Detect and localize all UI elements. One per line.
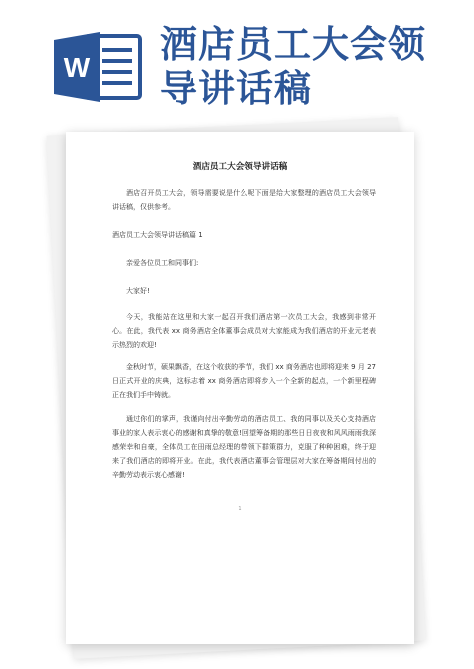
body-paragraph: 金秋时节，硕果飘香，在这个收获的季节，我们 xx 商务酒店也即将迎来 9 月 27 日正式开业的庆典，这标志着 xx 商务酒店即将步入一个全新的起点，一个新里程碑正在我们手中铸就。: [112, 363, 376, 399]
cover-header: [0, 0, 474, 120]
page-number: 1: [238, 506, 242, 512]
salutation: 亲爱各位员工和同事们:: [126, 259, 199, 267]
intro-paragraph: 酒店召开员工大会，领导需要说是什么呢下面是给大家整理的酒店员工大会领导讲话稿，仅供参考。: [112, 189, 376, 211]
document-page: [66, 132, 414, 644]
greeting: 大家好!: [126, 287, 150, 295]
word-doc-icon: [52, 30, 144, 104]
cover-title: 酒店员工大会领导讲话稿: [160, 22, 426, 110]
document-title: 酒店员工大会领导讲话稿: [192, 162, 288, 172]
body-paragraph: 今天，我能站在这里和大家一起召开我们酒店第一次员工大会，我感到非常开心。在此，我代表 xx 商务酒店全体董事会成员对大家能成为我们酒店的开业元老表示热烈的欢迎!: [112, 313, 376, 349]
section-heading: 酒店员工大会领导讲话稿篇 1: [112, 231, 203, 239]
svg-text:W: W: [63, 52, 91, 83]
body-paragraph: 通过你们的掌声，我谨向付出辛勤劳动的酒店员工、我的同事以及关心支持酒店事业的家人表示衷心的感谢和真挚的敬意!回望筹备期的那些日日夜夜和风风雨雨我深感荣幸和自豪，全体员工在田雨总经理的带领下群策群力，克服了种种困难，终于迎来了我们酒店的即将开业。在此，我代表酒店董事会管理层对大家在筹备期间付出的辛勤劳动表示衷心感谢!: [112, 415, 376, 479]
